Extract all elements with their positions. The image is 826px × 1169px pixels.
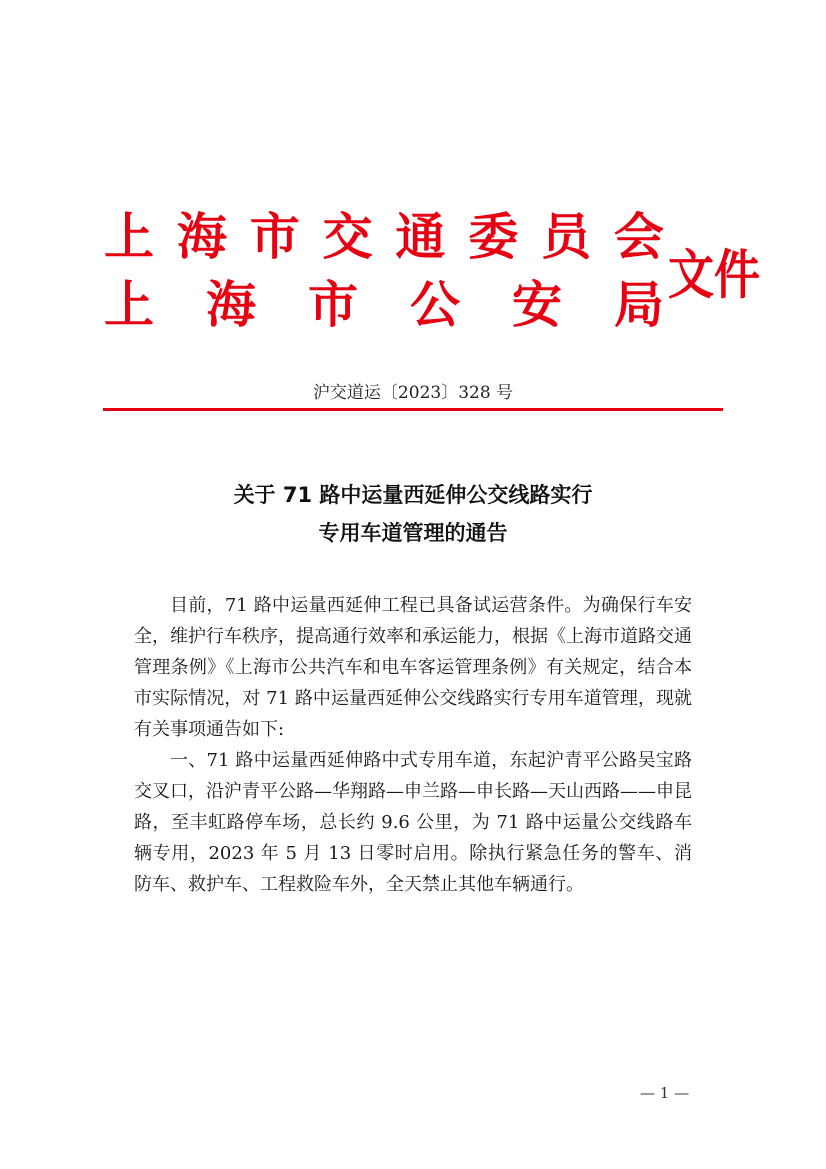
issuer-char: 海 bbox=[176, 208, 227, 266]
issuer-char: 委 bbox=[468, 208, 519, 266]
doc-type-label: 文件 bbox=[668, 243, 760, 306]
issuer-char: 市 bbox=[249, 208, 300, 266]
title-line-2: 专用车道管理的通告 bbox=[318, 521, 508, 545]
issuer-char: 会 bbox=[613, 208, 664, 266]
issuer-char: 员 bbox=[541, 208, 592, 266]
issuer-char: 安 bbox=[512, 276, 562, 334]
issuer-char: 局 bbox=[614, 276, 664, 334]
issuer-char: 通 bbox=[395, 208, 446, 266]
issuer-transport-commission bbox=[104, 208, 664, 266]
body-paragraph: 目前，71 路中运量西延伸工程已具备试运营条件。为确保行车安全，维护行车秩序，提高通行效率和承运能力，根据《上海市道路交通管理条例》《上海市公共汽车和电车客运管理条例》有关规定，结合本市实际情况，对 71 路中运量西延伸公交线路实行专用车道管理，现就有关事项通告如下: bbox=[134, 595, 692, 740]
document-number: 沪交道运〔2023〕328 号 bbox=[312, 383, 514, 403]
issuer-char: 上 bbox=[104, 208, 154, 266]
document-header bbox=[104, 208, 764, 338]
page-number: — 1 — bbox=[640, 1084, 690, 1102]
issuer-public-security-bureau bbox=[104, 276, 664, 334]
issuer-char: 公 bbox=[410, 276, 460, 334]
notice-body bbox=[134, 590, 692, 900]
notice-title bbox=[0, 476, 826, 552]
red-divider-line bbox=[103, 408, 723, 411]
issuer-char: 交 bbox=[322, 208, 373, 266]
issuer-char: 市 bbox=[308, 276, 358, 334]
issuer-char: 上 bbox=[104, 276, 154, 334]
issuer-char: 海 bbox=[206, 276, 256, 334]
body-paragraph: 一、71 路中运量西延伸路中式专用车道，东起沪青平公路吴宝路交叉口，沿沪青平公路—华翔路—申兰路—申长路—天山西路——申昆路，至丰虹路停车场，总长约 9.6 公里，为 71 路中运量公交线路车辆专用，2023 年 5 月 13 日零时启用。除执行紧急任务的警车、消防车、救护车、工程救险车外，全天禁止其他车辆通行。 bbox=[134, 750, 692, 895]
title-line-1: 关于 71 路中运量西延伸公交线路实行 bbox=[233, 483, 593, 507]
